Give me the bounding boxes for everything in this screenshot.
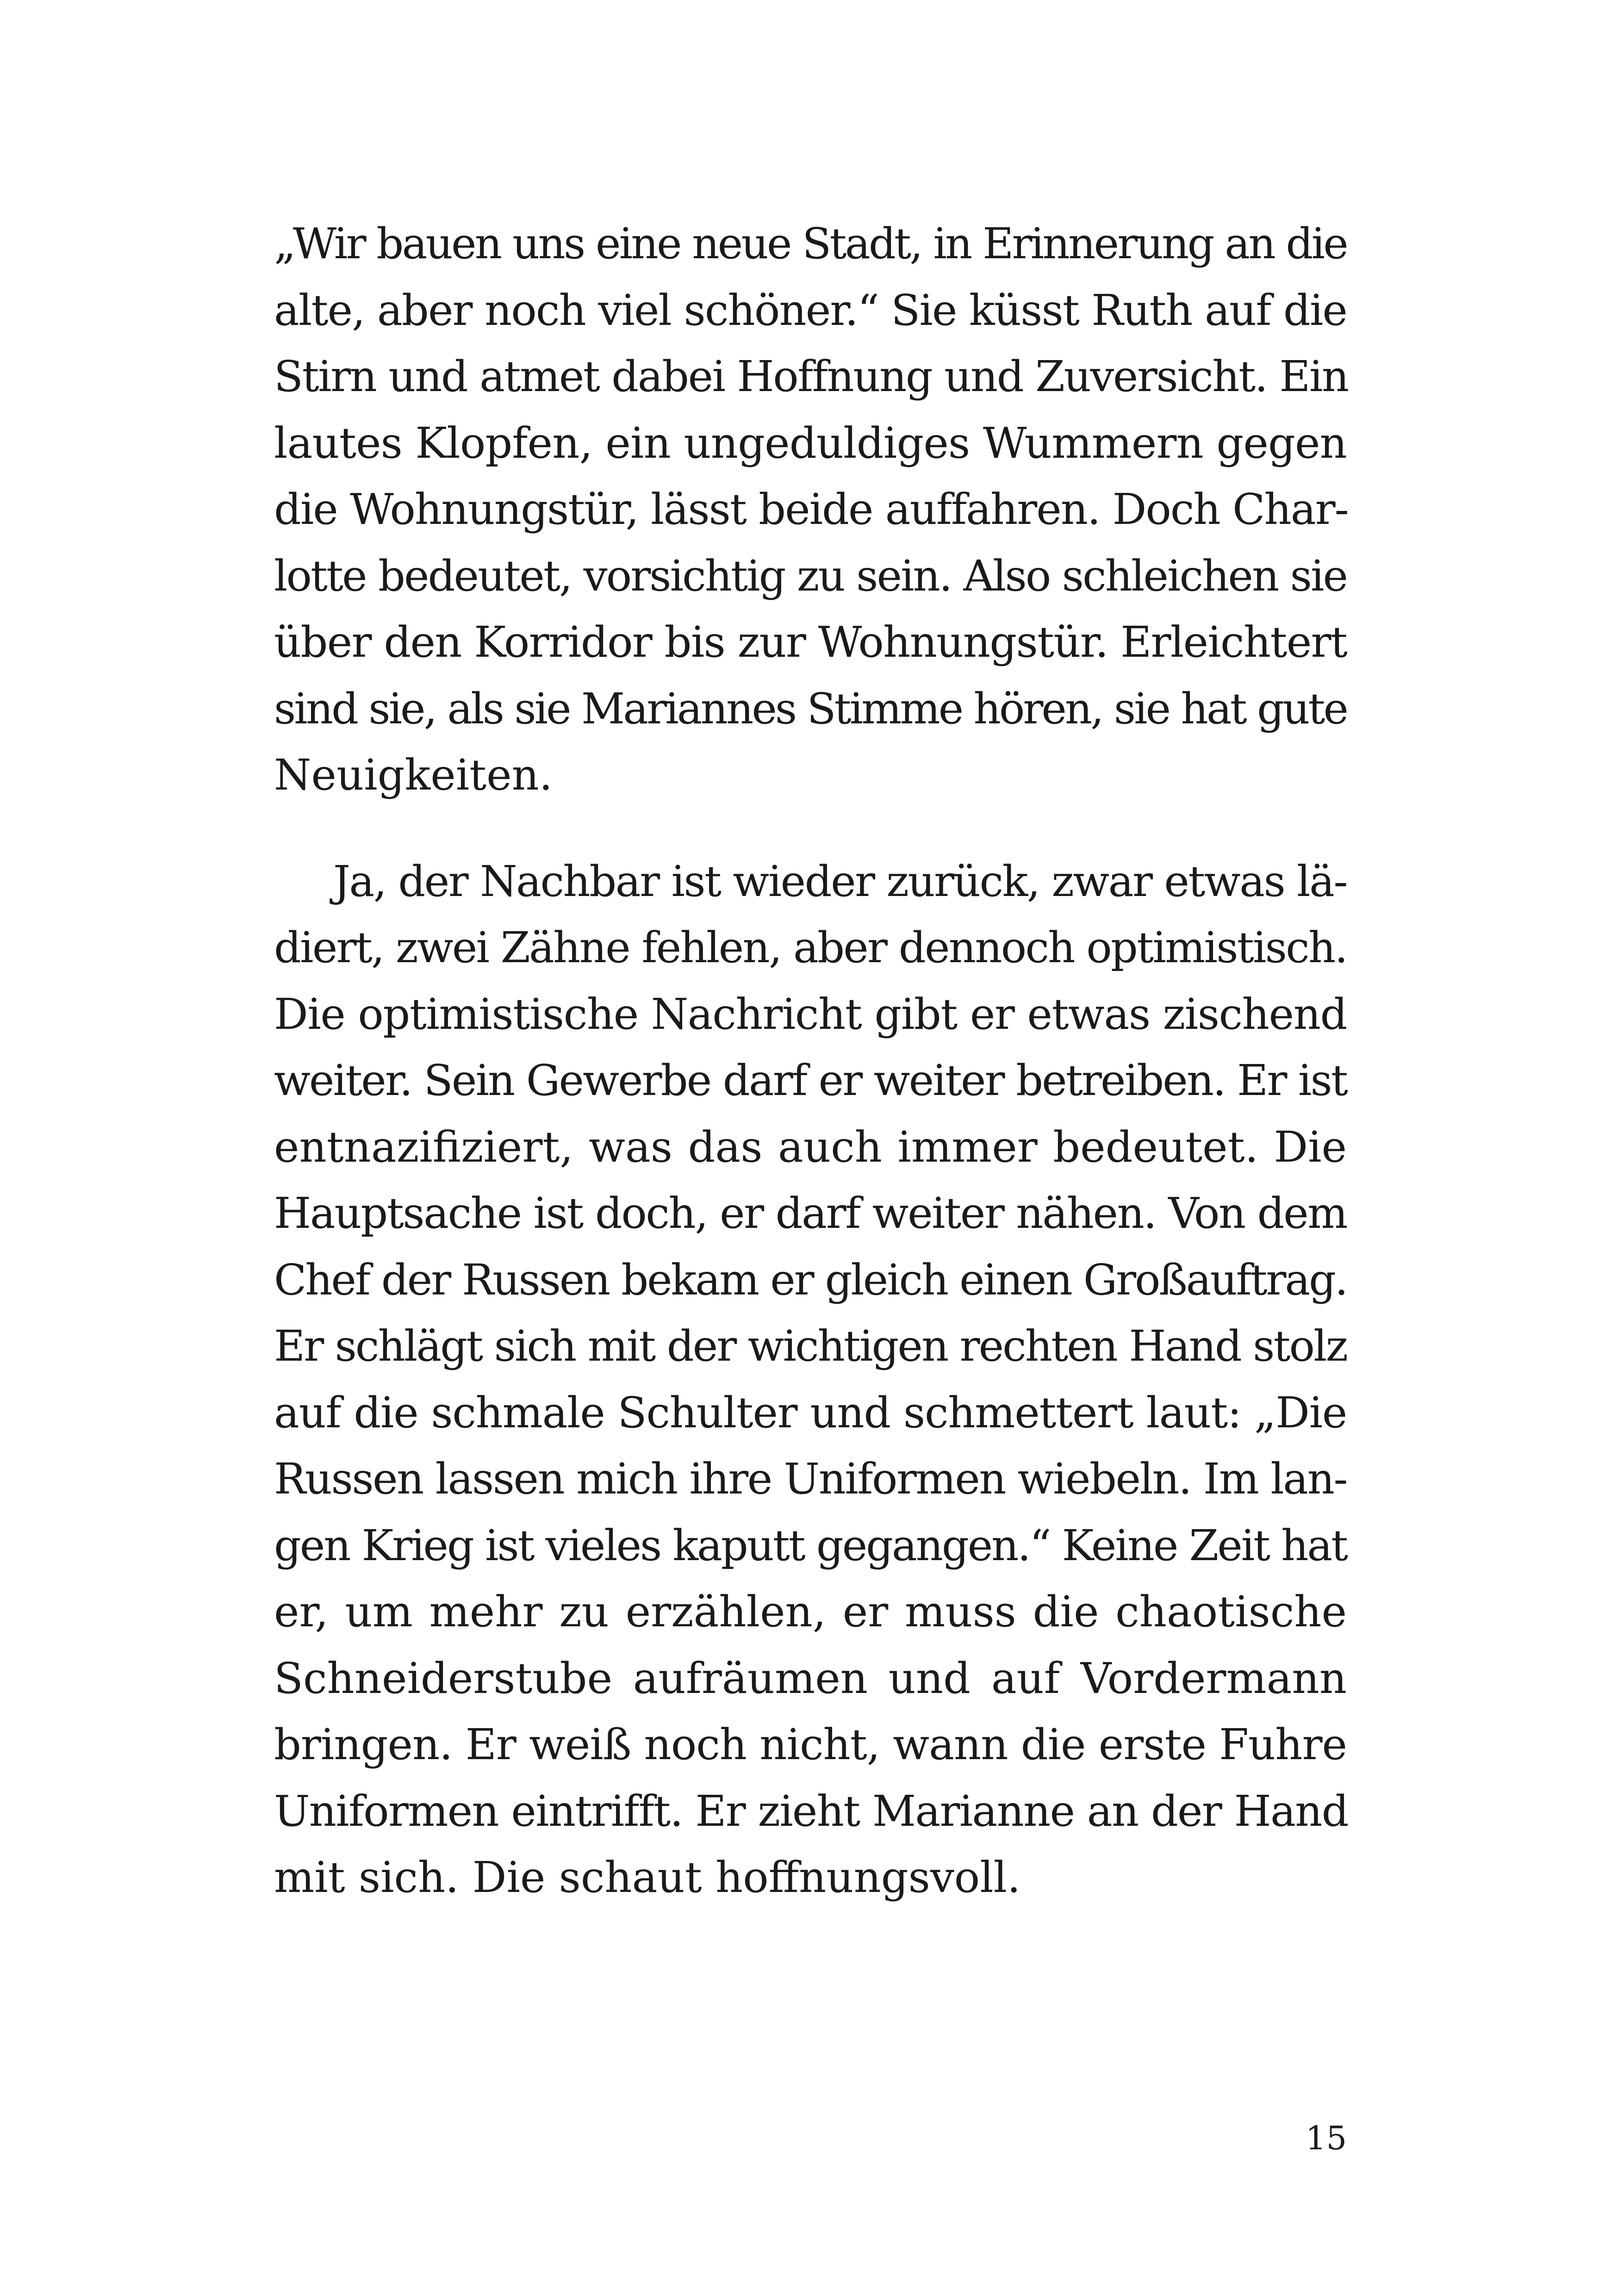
- text-line: diert, zwei Zähne fehlen, aber dennoch optimistisch.: [274, 923, 1347, 972]
- text-line: Russen lassen mich ihre Uniformen wiebeln. Im lan-: [274, 1454, 1347, 1504]
- text-line: über den Korridor bis zur Wohnungstür. Erleichtert: [274, 617, 1347, 667]
- body-text: [274, 211, 1347, 1911]
- text-line: bringen. Er weiß noch nicht, wann die erste Fuhre: [274, 1720, 1347, 1769]
- text-line: Neuigkeiten.: [274, 750, 553, 800]
- paragraph-2: [274, 848, 1347, 1911]
- text-line: mit sich. Die schaut hoffnungsvoll.: [274, 1853, 1021, 1902]
- text-line: die Wohnungstür, lässt beide auffahren. Doch Char-: [274, 485, 1348, 534]
- text-line: lotte bedeutet, vorsichtig zu sein. Also schleichen sie: [274, 551, 1347, 601]
- text-line: Uniformen eintrifft. Er zieht Marianne an der Hand: [274, 1786, 1348, 1836]
- text-line: entnazifiziert, was das auch immer bedeutet. Die: [274, 1122, 1347, 1172]
- text-line: Chef der Russen bekam er gleich einen Großauftrag.: [274, 1255, 1347, 1305]
- paragraph-1: [274, 211, 1347, 809]
- text-line: Schneiderstube aufräumen und auf Vordermann: [274, 1653, 1347, 1703]
- text-line: Stirn und atmet dabei Hoffnung und Zuversicht. Ein: [274, 352, 1348, 401]
- page-number: 15: [1305, 2119, 1347, 2157]
- text-line: Er schlägt sich mit der wichtigen rechten Hand stolz: [274, 1321, 1347, 1371]
- text-line: er, um mehr zu erzählen, er muss die chaotische: [274, 1587, 1347, 1636]
- text-line: Hauptsache ist doch, er darf weiter nähen. Von dem: [274, 1188, 1347, 1238]
- text-line: alte, aber noch viel schöner.“ Sie küsst Ruth auf die: [274, 285, 1347, 335]
- text-line: „Wir bauen uns eine neue Stadt, in Erinnerung an die: [274, 219, 1347, 268]
- text-line: lautes Klopfen, ein ungeduldiges Wummern gegen: [274, 418, 1347, 468]
- text-line: weiter. Sein Gewerbe darf er weiter betreiben. Er ist: [274, 1056, 1347, 1105]
- text-line: sind sie, als sie Mariannes Stimme hören, sie hat gute: [274, 684, 1347, 734]
- text-line: Die optimistische Nachricht gibt er etwas zischend: [274, 989, 1347, 1039]
- text-line: gen Krieg ist vieles kaputt gegangen.“ Keine Zeit hat: [274, 1520, 1347, 1570]
- text-line: auf die schmale Schulter und schmettert laut: „Die: [274, 1388, 1347, 1437]
- text-line: Ja, der Nachbar ist wieder zurück, zwar etwas lä-: [333, 856, 1347, 906]
- paragraph-gap: [274, 809, 1347, 848]
